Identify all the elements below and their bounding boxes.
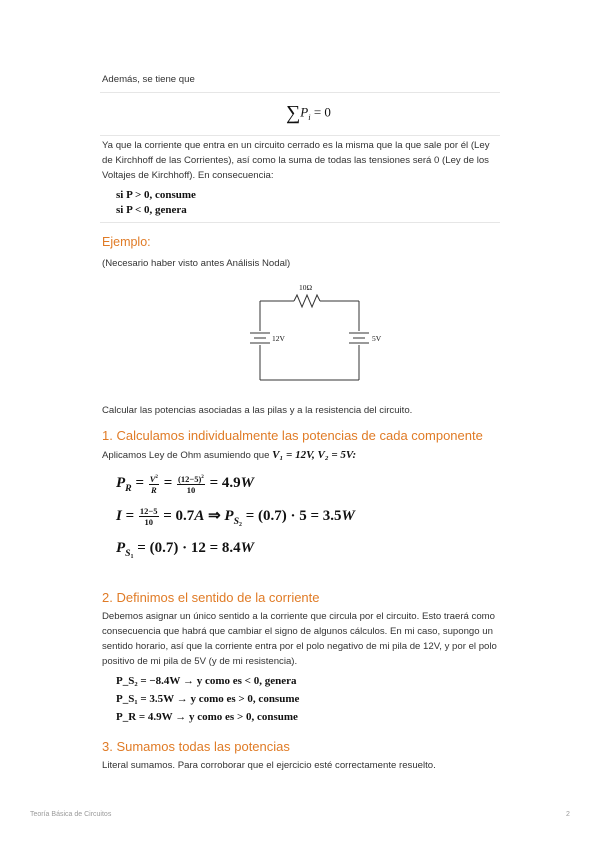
resistor-symbol [294, 295, 320, 307]
equation-pr: $P_R$ = $\frac{V^2}{R}$ = $\frac{(12-5)^2}{10}$ = 4.9W [116, 473, 254, 495]
section2-text: Debemos asignar un único sentido a la corriente que circula por el circuito. Esto traerá como consecuencia que habrá que cambiar el signo de algunos cálculos. En mi caso, supongo un sentido horario, así que la corriente entra por el polo negativo de mi pila de 12V, y por el polo positivo de mi pila de 5V (y de mi resistencia). [102, 611, 497, 667]
kirchhoff-paragraph: Ya que la corriente que entra en un circuito cerrado es la misma que la que sale por él (Ley de Kirchhoff de las Corrientes), así como la suma de todas las tensiones será 0 (Ley de los Voltajes de Kirchhoff). En consecuencia: [102, 140, 490, 181]
section3-text: Literal sumamos. Para corroborar que el ejercicio esté correctamente resuelto. [102, 760, 436, 771]
section1-title: 1. Calculamos individualmente las potencias de cada componente [102, 428, 483, 443]
results-block [116, 672, 299, 726]
source-right-label: 5V [372, 334, 382, 343]
footer-page-number: 2 [566, 811, 570, 818]
divider [100, 222, 500, 223]
example-note: (Necesario haber visto antes Análisis Nodal) [102, 258, 291, 269]
equation-ps1: $P_{S_1} = (0.7) \cdot 12 = 8.4W$ [116, 540, 254, 559]
condition-genera: si P < 0, genera [116, 204, 187, 216]
intro-text: Además, se tiene que [102, 74, 195, 85]
resistor-label: 10Ω [299, 283, 313, 292]
section2-title: 2. Definimos el sentido de la corriente [102, 590, 320, 605]
source-left-label: 12V [272, 334, 285, 343]
section1-text: Aplicamos Ley de Ohm asumiendo que V₁ = 12V, V₂ = 5V: [102, 449, 357, 461]
example-task: Calcular las potencias asociadas a las pilas y a la resistencia del circuito. [102, 405, 413, 416]
result-ps1: P_S₁ = 3.5W → y como es > 0, consume [116, 693, 300, 705]
result-pr: P_R = 4.9W → y como es > 0, consume [116, 711, 298, 723]
condition-consume: si P > 0, consume [116, 189, 196, 201]
ohm-assumption: V₁ = 12V, V₂ = 5V: [272, 449, 357, 461]
equation-current: I = $\frac{12-5}{10}$ = 0.7A ⇒ $P_{S_2} = (0.7) \cdot 5 = 3.5W$ [116, 506, 355, 528]
result-ps2: P_S₂ = −8.4W → y como es < 0, genera [116, 675, 297, 687]
conditions-block [116, 188, 196, 218]
section3-title: 3. Sumamos todas las potencias [102, 739, 290, 754]
footer-doc-title: Teoría Básica de Circuitos [30, 811, 112, 818]
divider [100, 135, 500, 136]
circuit-diagram [236, 281, 396, 383]
example-title: Ejemplo: [102, 235, 151, 249]
sum-equation: $\sum P_i = 0$ [286, 102, 331, 124]
divider [100, 92, 500, 93]
